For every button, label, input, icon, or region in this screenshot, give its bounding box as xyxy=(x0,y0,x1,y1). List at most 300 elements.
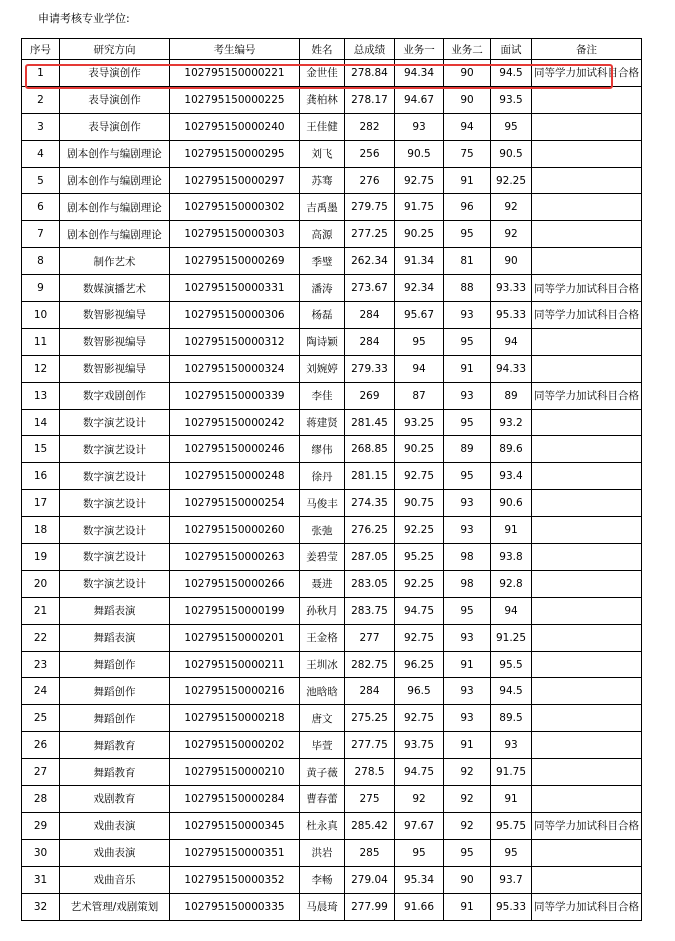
table-row xyxy=(22,409,642,436)
cell-name: 黄子薇 xyxy=(300,759,345,786)
table-row xyxy=(22,866,642,893)
cell-dir: 剧本创作与编剧理论 xyxy=(60,140,170,167)
cell-id: 102795150000266 xyxy=(170,570,300,597)
cell-interview: 95.33 xyxy=(491,893,532,920)
cell-id: 102795150000211 xyxy=(170,651,300,678)
cell-interview: 92.8 xyxy=(491,570,532,597)
cell-dir: 戏曲表演 xyxy=(60,812,170,839)
cell-b2: 92 xyxy=(444,759,491,786)
col-header: 研究方向 xyxy=(60,39,170,60)
col-header: 备注 xyxy=(532,39,642,60)
cell-id: 102795150000324 xyxy=(170,355,300,382)
cell-dir: 舞蹈创作 xyxy=(60,651,170,678)
cell-name: 孙秋月 xyxy=(300,597,345,624)
cell-total: 273.67 xyxy=(345,275,395,302)
cell-id: 102795150000339 xyxy=(170,382,300,409)
cell-dir: 数媒演播艺术 xyxy=(60,275,170,302)
cell-b2: 95 xyxy=(444,839,491,866)
cell-total: 282.75 xyxy=(345,651,395,678)
cell-total: 274.35 xyxy=(345,490,395,517)
cell-note xyxy=(532,651,642,678)
cell-b2: 93 xyxy=(444,490,491,517)
cell-total: 282 xyxy=(345,113,395,140)
cell-total: 277.25 xyxy=(345,221,395,248)
cell-b1: 92.75 xyxy=(395,705,444,732)
cell-b2: 93 xyxy=(444,302,491,329)
cell-no: 24 xyxy=(22,678,60,705)
table-row xyxy=(22,839,642,866)
cell-note: 同等学力加试科目合格 xyxy=(532,275,642,302)
table-row xyxy=(22,678,642,705)
cell-name: 李佳 xyxy=(300,382,345,409)
cell-b2: 95 xyxy=(444,328,491,355)
cell-b1: 95 xyxy=(395,839,444,866)
cell-name: 高源 xyxy=(300,221,345,248)
cell-dir: 数字演艺设计 xyxy=(60,463,170,490)
cell-interview: 94.33 xyxy=(491,355,532,382)
cell-interview: 95 xyxy=(491,839,532,866)
cell-dir: 剧本创作与编剧理论 xyxy=(60,194,170,221)
table-row xyxy=(22,302,642,329)
cell-interview: 91 xyxy=(491,517,532,544)
cell-b2: 92 xyxy=(444,812,491,839)
cell-note xyxy=(532,732,642,759)
table-row xyxy=(22,812,642,839)
cell-no: 4 xyxy=(22,140,60,167)
cell-total: 278.17 xyxy=(345,86,395,113)
table-row xyxy=(22,275,642,302)
cell-interview: 94.5 xyxy=(491,60,532,87)
cell-total: 283.05 xyxy=(345,570,395,597)
cell-id: 102795150000248 xyxy=(170,463,300,490)
cell-b2: 92 xyxy=(444,786,491,813)
cell-note xyxy=(532,544,642,571)
cell-interview: 89 xyxy=(491,382,532,409)
cell-no: 5 xyxy=(22,167,60,194)
cell-note xyxy=(532,355,642,382)
cell-no: 31 xyxy=(22,866,60,893)
cell-total: 269 xyxy=(345,382,395,409)
cell-id: 102795150000297 xyxy=(170,167,300,194)
cell-note xyxy=(532,759,642,786)
cell-no: 22 xyxy=(22,624,60,651)
cell-id: 102795150000242 xyxy=(170,409,300,436)
cell-name: 杜永真 xyxy=(300,812,345,839)
cell-name: 毕萱 xyxy=(300,732,345,759)
cell-total: 277.75 xyxy=(345,732,395,759)
col-header: 业务二 xyxy=(444,39,491,60)
cell-b2: 95 xyxy=(444,597,491,624)
cell-id: 102795150000201 xyxy=(170,624,300,651)
cell-dir: 表导演创作 xyxy=(60,60,170,87)
cell-interview: 90 xyxy=(491,248,532,275)
cell-no: 26 xyxy=(22,732,60,759)
cell-total: 284 xyxy=(345,328,395,355)
page-heading: 申请考核专业学位: xyxy=(38,12,130,25)
col-header: 面试 xyxy=(491,39,532,60)
cell-id: 102795150000202 xyxy=(170,732,300,759)
cell-id: 102795150000306 xyxy=(170,302,300,329)
cell-no: 20 xyxy=(22,570,60,597)
cell-b1: 91.66 xyxy=(395,893,444,920)
cell-dir: 数智影视编导 xyxy=(60,328,170,355)
col-header: 序号 xyxy=(22,39,60,60)
cell-interview: 92 xyxy=(491,194,532,221)
table-row xyxy=(22,355,642,382)
cell-dir: 舞蹈教育 xyxy=(60,759,170,786)
cell-note xyxy=(532,248,642,275)
cell-b1: 92.25 xyxy=(395,570,444,597)
cell-b1: 95.25 xyxy=(395,544,444,571)
cell-b2: 90 xyxy=(444,86,491,113)
cell-total: 275 xyxy=(345,786,395,813)
cell-b1: 95.67 xyxy=(395,302,444,329)
cell-name: 马晨琦 xyxy=(300,893,345,920)
cell-b2: 91 xyxy=(444,732,491,759)
cell-name: 唐文 xyxy=(300,705,345,732)
cell-name: 王佳健 xyxy=(300,113,345,140)
cell-id: 102795150000263 xyxy=(170,544,300,571)
cell-b1: 92.75 xyxy=(395,624,444,651)
cell-dir: 剧本创作与编剧理论 xyxy=(60,167,170,194)
cell-no: 16 xyxy=(22,463,60,490)
table-row xyxy=(22,705,642,732)
cell-b1: 90.75 xyxy=(395,490,444,517)
table-row xyxy=(22,597,642,624)
cell-b1: 93.75 xyxy=(395,732,444,759)
cell-dir: 戏剧教育 xyxy=(60,786,170,813)
cell-total: 276 xyxy=(345,167,395,194)
cell-interview: 89.5 xyxy=(491,705,532,732)
cell-no: 27 xyxy=(22,759,60,786)
cell-id: 102795150000352 xyxy=(170,866,300,893)
cell-no: 14 xyxy=(22,409,60,436)
cell-no: 23 xyxy=(22,651,60,678)
cell-b1: 90.5 xyxy=(395,140,444,167)
cell-b2: 93 xyxy=(444,517,491,544)
cell-b1: 92 xyxy=(395,786,444,813)
cell-b2: 90 xyxy=(444,866,491,893)
cell-no: 3 xyxy=(22,113,60,140)
table-row xyxy=(22,544,642,571)
table-row xyxy=(22,732,642,759)
table-row xyxy=(22,328,642,355)
cell-name: 金世佳 xyxy=(300,60,345,87)
cell-dir: 表导演创作 xyxy=(60,86,170,113)
cell-dir: 数字演艺设计 xyxy=(60,436,170,463)
cell-b2: 98 xyxy=(444,544,491,571)
cell-name: 缪伟 xyxy=(300,436,345,463)
cell-b2: 95 xyxy=(444,409,491,436)
cell-interview: 95.33 xyxy=(491,302,532,329)
cell-b1: 92.25 xyxy=(395,517,444,544)
cell-dir: 艺术管理/戏剧策划 xyxy=(60,893,170,920)
cell-total: 278.84 xyxy=(345,60,395,87)
cell-b2: 91 xyxy=(444,651,491,678)
cell-b2: 95 xyxy=(444,221,491,248)
cell-b1: 92.75 xyxy=(395,167,444,194)
cell-b1: 91.34 xyxy=(395,248,444,275)
cell-name: 李畅 xyxy=(300,866,345,893)
cell-interview: 95.75 xyxy=(491,812,532,839)
cell-b1: 94 xyxy=(395,355,444,382)
cell-dir: 数智影视编导 xyxy=(60,302,170,329)
cell-interview: 94.5 xyxy=(491,678,532,705)
cell-no: 30 xyxy=(22,839,60,866)
cell-total: 256 xyxy=(345,140,395,167)
cell-id: 102795150000345 xyxy=(170,812,300,839)
cell-total: 279.75 xyxy=(345,194,395,221)
cell-no: 7 xyxy=(22,221,60,248)
cell-total: 283.75 xyxy=(345,597,395,624)
table-row xyxy=(22,517,642,544)
cell-no: 29 xyxy=(22,812,60,839)
cell-total: 284 xyxy=(345,302,395,329)
cell-no: 2 xyxy=(22,86,60,113)
cell-id: 102795150000335 xyxy=(170,893,300,920)
cell-total: 281.45 xyxy=(345,409,395,436)
cell-interview: 93.5 xyxy=(491,86,532,113)
cell-id: 102795150000216 xyxy=(170,678,300,705)
cell-id: 102795150000303 xyxy=(170,221,300,248)
cell-name: 池晗晗 xyxy=(300,678,345,705)
cell-dir: 制作艺术 xyxy=(60,248,170,275)
cell-total: 277 xyxy=(345,624,395,651)
table-row xyxy=(22,651,642,678)
cell-id: 102795150000240 xyxy=(170,113,300,140)
cell-note xyxy=(532,86,642,113)
cell-note xyxy=(532,113,642,140)
cell-id: 102795150000221 xyxy=(170,60,300,87)
table-row xyxy=(22,113,642,140)
cell-total: 279.04 xyxy=(345,866,395,893)
cell-no: 18 xyxy=(22,517,60,544)
cell-id: 102795150000260 xyxy=(170,517,300,544)
cell-no: 10 xyxy=(22,302,60,329)
cell-b2: 93 xyxy=(444,382,491,409)
cell-b1: 87 xyxy=(395,382,444,409)
table-row xyxy=(22,221,642,248)
cell-interview: 91.25 xyxy=(491,624,532,651)
cell-interview: 95 xyxy=(491,113,532,140)
table-row xyxy=(22,86,642,113)
cell-name: 洪岩 xyxy=(300,839,345,866)
cell-b2: 93 xyxy=(444,678,491,705)
cell-name: 刘婉婷 xyxy=(300,355,345,382)
cell-dir: 舞蹈教育 xyxy=(60,732,170,759)
cell-note xyxy=(532,517,642,544)
cell-b1: 93 xyxy=(395,113,444,140)
table-row xyxy=(22,893,642,920)
cell-b2: 89 xyxy=(444,436,491,463)
table-row xyxy=(22,786,642,813)
cell-note: 同等学力加试科目合格 xyxy=(532,893,642,920)
cell-id: 102795150000312 xyxy=(170,328,300,355)
cell-no: 1 xyxy=(22,60,60,87)
cell-total: 287.05 xyxy=(345,544,395,571)
cell-b2: 91 xyxy=(444,355,491,382)
cell-interview: 90.6 xyxy=(491,490,532,517)
cell-name: 蒋建贤 xyxy=(300,409,345,436)
cell-total: 278.5 xyxy=(345,759,395,786)
cell-no: 6 xyxy=(22,194,60,221)
cell-name: 马俊丰 xyxy=(300,490,345,517)
cell-dir: 剧本创作与编剧理论 xyxy=(60,221,170,248)
cell-name: 杨磊 xyxy=(300,302,345,329)
table-row xyxy=(22,436,642,463)
cell-id: 102795150000302 xyxy=(170,194,300,221)
cell-interview: 93.33 xyxy=(491,275,532,302)
cell-id: 102795150000284 xyxy=(170,786,300,813)
cell-b1: 90.25 xyxy=(395,436,444,463)
cell-no: 15 xyxy=(22,436,60,463)
cell-b1: 95.34 xyxy=(395,866,444,893)
cell-dir: 数字演艺设计 xyxy=(60,409,170,436)
cell-b1: 96.5 xyxy=(395,678,444,705)
cell-b2: 93 xyxy=(444,624,491,651)
col-header: 总成绩 xyxy=(345,39,395,60)
cell-no: 13 xyxy=(22,382,60,409)
cell-b2: 96 xyxy=(444,194,491,221)
table-row xyxy=(22,194,642,221)
cell-dir: 舞蹈表演 xyxy=(60,597,170,624)
cell-note xyxy=(532,194,642,221)
cell-interview: 93.4 xyxy=(491,463,532,490)
cell-name: 吉禹墨 xyxy=(300,194,345,221)
cell-note xyxy=(532,866,642,893)
cell-dir: 数字戏剧创作 xyxy=(60,382,170,409)
cell-note xyxy=(532,705,642,732)
cell-dir: 戏曲表演 xyxy=(60,839,170,866)
cell-b1: 90.25 xyxy=(395,221,444,248)
cell-b2: 98 xyxy=(444,570,491,597)
cell-note xyxy=(532,409,642,436)
cell-dir: 数字演艺设计 xyxy=(60,490,170,517)
cell-interview: 94 xyxy=(491,328,532,355)
cell-name: 陶诗颖 xyxy=(300,328,345,355)
cell-note xyxy=(532,678,642,705)
cell-no: 19 xyxy=(22,544,60,571)
table-row xyxy=(22,382,642,409)
cell-b2: 91 xyxy=(444,167,491,194)
cell-name: 季璧 xyxy=(300,248,345,275)
cell-id: 102795150000331 xyxy=(170,275,300,302)
cell-interview: 95.5 xyxy=(491,651,532,678)
cell-interview: 94 xyxy=(491,597,532,624)
cell-interview: 92.25 xyxy=(491,167,532,194)
cell-note: 同等学力加试科目合格 xyxy=(532,60,642,87)
cell-interview: 89.6 xyxy=(491,436,532,463)
cell-interview: 91 xyxy=(491,786,532,813)
cell-note xyxy=(532,167,642,194)
cell-b1: 97.67 xyxy=(395,812,444,839)
cell-dir: 数字演艺设计 xyxy=(60,517,170,544)
cell-no: 28 xyxy=(22,786,60,813)
highlight-box xyxy=(25,64,613,89)
admission-table xyxy=(21,38,642,921)
cell-name: 苏骞 xyxy=(300,167,345,194)
table-row xyxy=(22,624,642,651)
cell-id: 102795150000295 xyxy=(170,140,300,167)
cell-total: 262.34 xyxy=(345,248,395,275)
cell-no: 25 xyxy=(22,705,60,732)
cell-b1: 94.34 xyxy=(395,60,444,87)
cell-b1: 91.75 xyxy=(395,194,444,221)
cell-note xyxy=(532,436,642,463)
cell-total: 277.99 xyxy=(345,893,395,920)
cell-no: 11 xyxy=(22,328,60,355)
cell-no: 12 xyxy=(22,355,60,382)
header-row xyxy=(22,39,642,60)
cell-note xyxy=(532,140,642,167)
cell-b2: 94 xyxy=(444,113,491,140)
cell-total: 281.15 xyxy=(345,463,395,490)
cell-id: 102795150000269 xyxy=(170,248,300,275)
cell-name: 刘飞 xyxy=(300,140,345,167)
table-row xyxy=(22,463,642,490)
cell-id: 102795150000218 xyxy=(170,705,300,732)
cell-note: 同等学力加试科目合格 xyxy=(532,812,642,839)
cell-no: 32 xyxy=(22,893,60,920)
cell-name: 姜碧莹 xyxy=(300,544,345,571)
cell-b1: 94.75 xyxy=(395,597,444,624)
cell-interview: 93.2 xyxy=(491,409,532,436)
cell-name: 徐丹 xyxy=(300,463,345,490)
cell-note xyxy=(532,839,642,866)
cell-note xyxy=(532,328,642,355)
cell-dir: 戏曲音乐 xyxy=(60,866,170,893)
cell-dir: 数智影视编导 xyxy=(60,355,170,382)
table-row xyxy=(22,167,642,194)
cell-total: 276.25 xyxy=(345,517,395,544)
cell-b2: 88 xyxy=(444,275,491,302)
col-header: 业务一 xyxy=(395,39,444,60)
cell-note xyxy=(532,624,642,651)
cell-id: 102795150000246 xyxy=(170,436,300,463)
cell-id: 102795150000254 xyxy=(170,490,300,517)
cell-name: 曹春蕾 xyxy=(300,786,345,813)
cell-name: 聂进 xyxy=(300,570,345,597)
col-header: 姓名 xyxy=(300,39,345,60)
cell-total: 279.33 xyxy=(345,355,395,382)
cell-b2: 90 xyxy=(444,60,491,87)
cell-id: 102795150000351 xyxy=(170,839,300,866)
cell-b2: 81 xyxy=(444,248,491,275)
cell-b1: 94.67 xyxy=(395,86,444,113)
cell-b2: 75 xyxy=(444,140,491,167)
table-row xyxy=(22,570,642,597)
cell-no: 9 xyxy=(22,275,60,302)
cell-note: 同等学力加试科目合格 xyxy=(532,382,642,409)
cell-dir: 数字演艺设计 xyxy=(60,544,170,571)
cell-total: 275.25 xyxy=(345,705,395,732)
cell-dir: 数字演艺设计 xyxy=(60,570,170,597)
cell-no: 17 xyxy=(22,490,60,517)
cell-b1: 96.25 xyxy=(395,651,444,678)
cell-b1: 92.34 xyxy=(395,275,444,302)
cell-interview: 91.75 xyxy=(491,759,532,786)
cell-interview: 93.8 xyxy=(491,544,532,571)
table-row xyxy=(22,759,642,786)
cell-name: 张弛 xyxy=(300,517,345,544)
cell-id: 102795150000225 xyxy=(170,86,300,113)
cell-note xyxy=(532,221,642,248)
cell-b2: 91 xyxy=(444,893,491,920)
cell-interview: 90.5 xyxy=(491,140,532,167)
cell-total: 285.42 xyxy=(345,812,395,839)
cell-b1: 94.75 xyxy=(395,759,444,786)
table-row xyxy=(22,490,642,517)
